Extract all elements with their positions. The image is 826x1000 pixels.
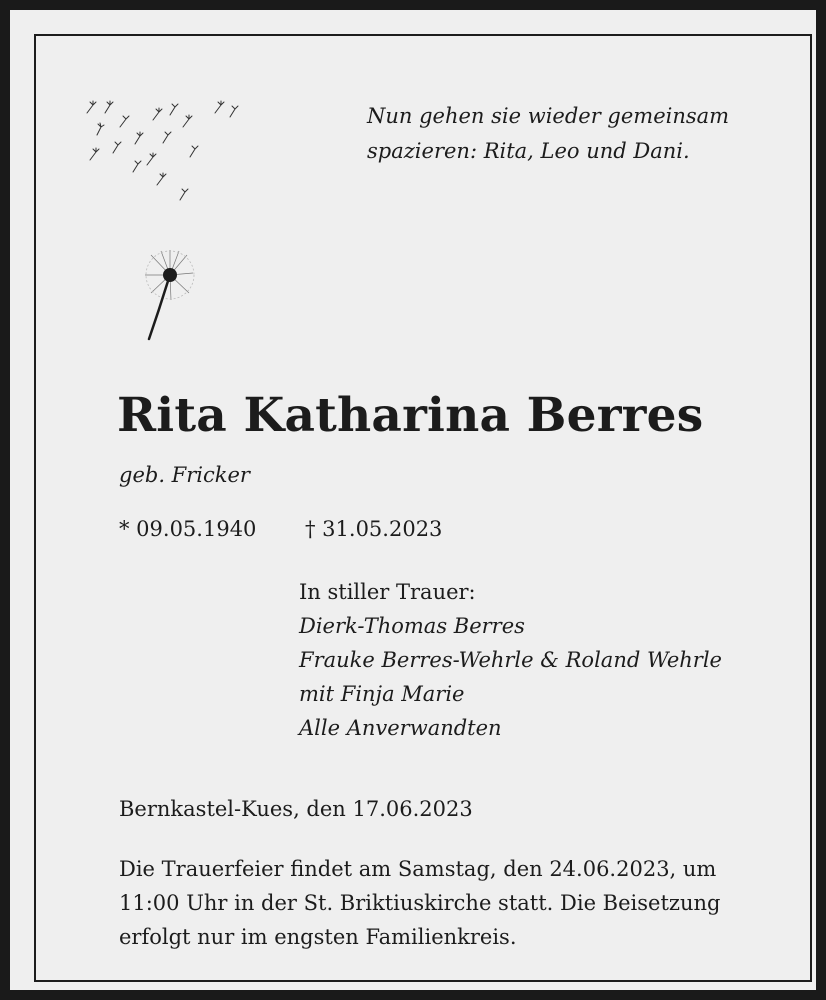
mourner-name: Alle Anverwandten (299, 716, 502, 740)
dandelion-icon (75, 95, 250, 345)
mourner-name: Frauke Berres-Wehrle & Roland Wehrle (299, 648, 722, 672)
obituary-card (10, 10, 816, 990)
funeral-notice (119, 852, 799, 954)
birth-date: * 09.05.1940 (119, 517, 257, 541)
mourner-name: mit Finja Marie (299, 682, 465, 706)
mourners-list (299, 575, 722, 745)
notice-line: Die Trauerfeier findet am Samstag, den 24.06.2023, um (119, 857, 717, 881)
place-and-date: Bernkastel-Kues, den 17.06.2023 (119, 797, 473, 821)
notice-line: erfolgt nur im engsten Familienkreis. (119, 925, 517, 949)
maiden-name: geb. Fricker (119, 463, 250, 487)
deceased-name: Rita Katharina Berres (117, 388, 704, 443)
quote-line: Nun gehen sie wieder gemeinsam (367, 104, 730, 128)
memorial-quote (367, 99, 787, 169)
life-dates (119, 517, 443, 541)
mourners-heading: In stiller Trauer: (299, 580, 476, 604)
notice-line: 11:00 Uhr in der St. Briktiuskirche statt. Die Beisetzung (119, 891, 721, 915)
quote-line: spazieren: Rita, Leo und Dani. (367, 139, 690, 163)
death-date: † 31.05.2023 (305, 517, 443, 541)
mourner-name: Dierk-Thomas Berres (299, 614, 525, 638)
